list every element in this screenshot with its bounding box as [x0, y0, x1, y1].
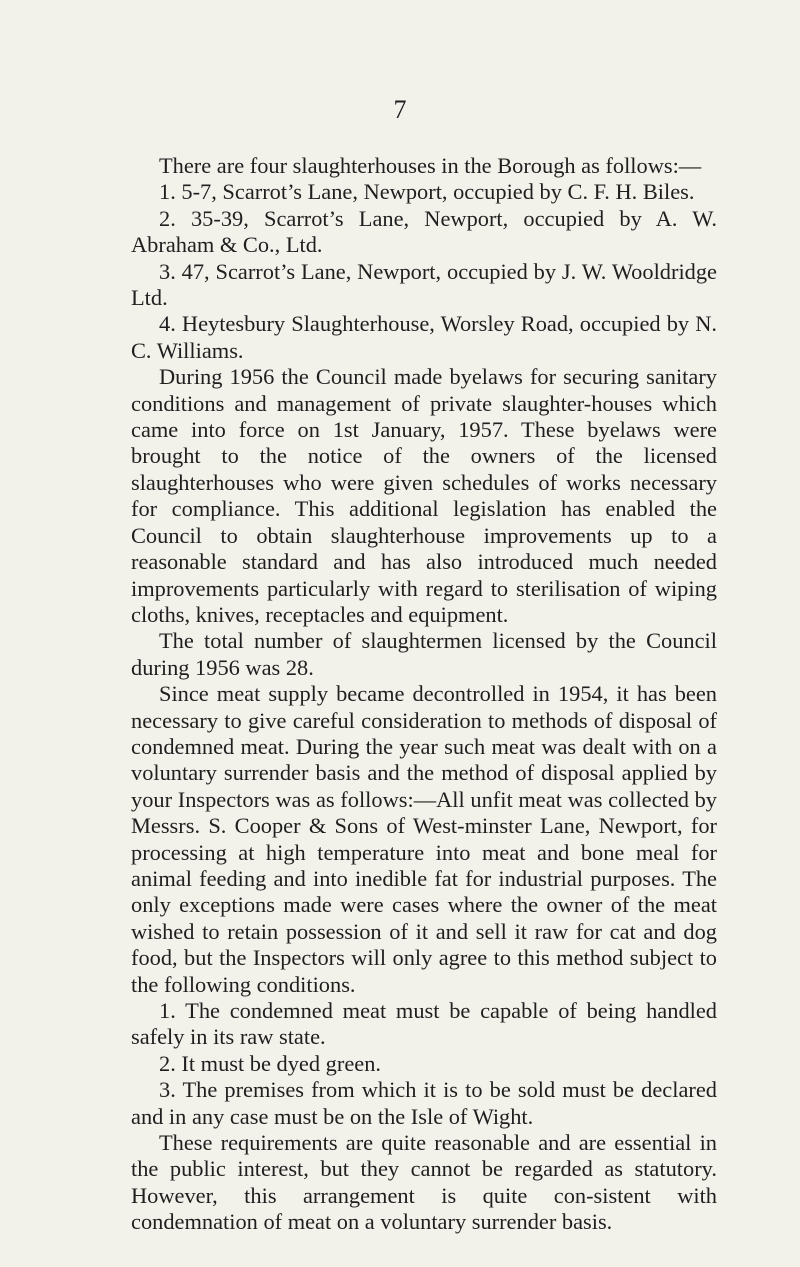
document-body	[131, 153, 717, 1236]
closing-paragraph: These requirements are quite reasonable and are essential in the public interest, but they cannot be regarded as statutory. However, this arrangement is quite con-sistent with condemnation of meat on a voluntary surrender basis.	[131, 1130, 717, 1235]
byelaws-paragraph: During 1956 the Council made byelaws for securing sanitary conditions and management of private slaughter-houses which came into force on 1st January, 1957. These byelaws were brought to the notice of the owners of the licensed slaughterhouses who were given schedules of works necessary for compliance. This additional legislation has enabled the Council to obtain slaughterhouse improvements up to a reasonable standard and has also introduced much needed improvements particularly with regard to sterilisation of wiping cloths, knives, receptacles and equipment.	[131, 364, 717, 627]
slaughterhouse-list-item: 4. Heytesbury Slaughterhouse, Worsley Road, occupied by N. C. Williams.	[131, 311, 717, 363]
condition-list-item: 1. The condemned meat must be capable of being handled safely in its raw state.	[131, 998, 717, 1050]
slaughterhouse-list-item: 2. 35-39, Scarrot’s Lane, Newport, occupied by A. W. Abraham & Co., Ltd.	[131, 205, 717, 258]
condition-list-item: 3. The premises from which it is to be sold must be declared and in any case must be on the Isle of Wight.	[131, 1077, 717, 1129]
slaughtermen-paragraph: The total number of slaughtermen licensed by the Council during 1956 was 28.	[131, 628, 717, 680]
condemned-meat-paragraph: Since meat supply became decontrolled in 1954, it has been necessary to give careful consideration to methods of disposal of condemned meat. During the year such meat was dealt with on a voluntary surrender basis and the method of disposal applied by your Inspectors was as follows:—All unfit meat was collected by Messrs. S. Cooper & Sons of West-minster Lane, Newport, for processing at high temperature into meat and bone meal for animal feeding and into inedible fat for industrial purposes. The only exceptions made were cases where the owner of the meat wished to retain possession of it and sell it raw for cat and dog food, but the Inspectors will only agree to this method subject to the following conditions.	[131, 681, 717, 997]
slaughterhouse-list-item: 3. 47, Scarrot’s Lane, Newport, occupied by J. W. Wooldridge Ltd.	[131, 258, 717, 311]
condition-list-item: 2. It must be dyed green.	[159, 1050, 381, 1076]
intro-paragraph: There are four slaughterhouses in the Borough as follows:—	[159, 153, 702, 178]
slaughterhouse-list-item: 1. 5-7, Scarrot’s Lane, Newport, occupied by C. F. H. Biles.	[159, 179, 695, 205]
page-number: 7	[393, 95, 407, 124]
